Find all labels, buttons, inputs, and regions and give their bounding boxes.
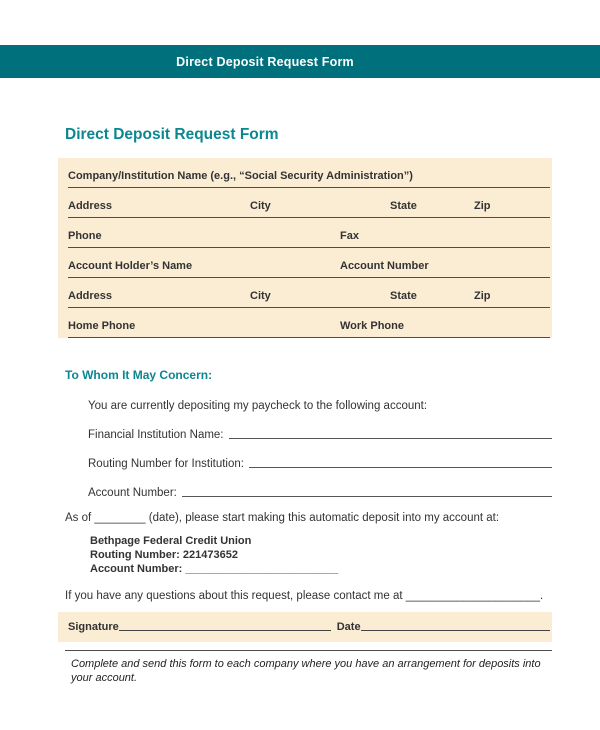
signature-blank-line — [119, 630, 331, 631]
routing-number-row — [88, 454, 552, 470]
financial-institution-blank-line — [229, 438, 552, 439]
state-label: State — [390, 200, 417, 212]
company-name-label: Company/Institution Name (e.g., “Social Security Administration”) — [68, 170, 413, 182]
routing-number-label: Routing Number for Institution: — [88, 458, 244, 470]
contact-info-table — [58, 158, 552, 338]
title-bar — [0, 45, 600, 78]
account-number-row — [88, 483, 552, 499]
title-bar-text: Direct Deposit Request Form — [176, 54, 354, 69]
signature-label: Signature — [68, 621, 119, 633]
home-phone-label: Home Phone — [68, 320, 136, 332]
footer-note: Complete and send this form to each company where you have an arrangement for deposits into your account. — [65, 650, 552, 685]
account-number-field-label: Account Number: — [88, 487, 177, 499]
questions-text: If you have any questions about this request, please contact me at _____________________. — [65, 590, 544, 602]
account-holder-name-label: Account Holder’s Name — [68, 260, 193, 272]
bank-name: Bethpage Federal Credit Union — [90, 535, 252, 547]
table-row-company-address — [68, 188, 550, 218]
form-content — [0, 126, 600, 685]
date-label: Date — [336, 621, 361, 633]
table-row-company — [68, 158, 550, 188]
intro-text: You are currently depositing my paycheck to the following account: — [88, 400, 428, 412]
zip-2-label: Zip — [474, 290, 491, 302]
account-number-blank-line — [182, 496, 552, 497]
city-2-label: City — [250, 290, 271, 302]
city-label: City — [250, 200, 271, 212]
routing-number-blank-line — [249, 467, 552, 468]
account-number-label: Account Number — [340, 260, 429, 272]
as-of-text: As of ________ (date), please start making this automatic deposit into my account at: — [65, 512, 500, 524]
address-label: Address — [68, 200, 113, 212]
form-title: Direct Deposit Request Form — [65, 126, 279, 143]
table-row-home-work-phone — [68, 308, 550, 338]
address-2-label: Address — [68, 290, 113, 302]
table-row-phone-fax — [68, 218, 550, 248]
financial-institution-row — [88, 425, 552, 441]
bank-routing-number: Routing Number: 221473652 — [90, 549, 238, 561]
fax-label: Fax — [340, 230, 359, 242]
bank-account-number: Account Number: _________________________ — [90, 563, 339, 575]
table-row-account-holder — [68, 248, 550, 278]
state-2-label: State — [390, 290, 417, 302]
zip-label: Zip — [474, 200, 491, 212]
date-blank-line — [361, 630, 550, 631]
bank-details-block — [90, 534, 552, 576]
concern-heading: To Whom It May Concern: — [65, 368, 213, 382]
financial-institution-label: Financial Institution Name: — [88, 429, 224, 441]
signature-bar — [58, 612, 552, 642]
work-phone-label: Work Phone — [340, 320, 404, 332]
table-row-holder-address — [68, 278, 550, 308]
phone-label: Phone — [68, 230, 102, 242]
